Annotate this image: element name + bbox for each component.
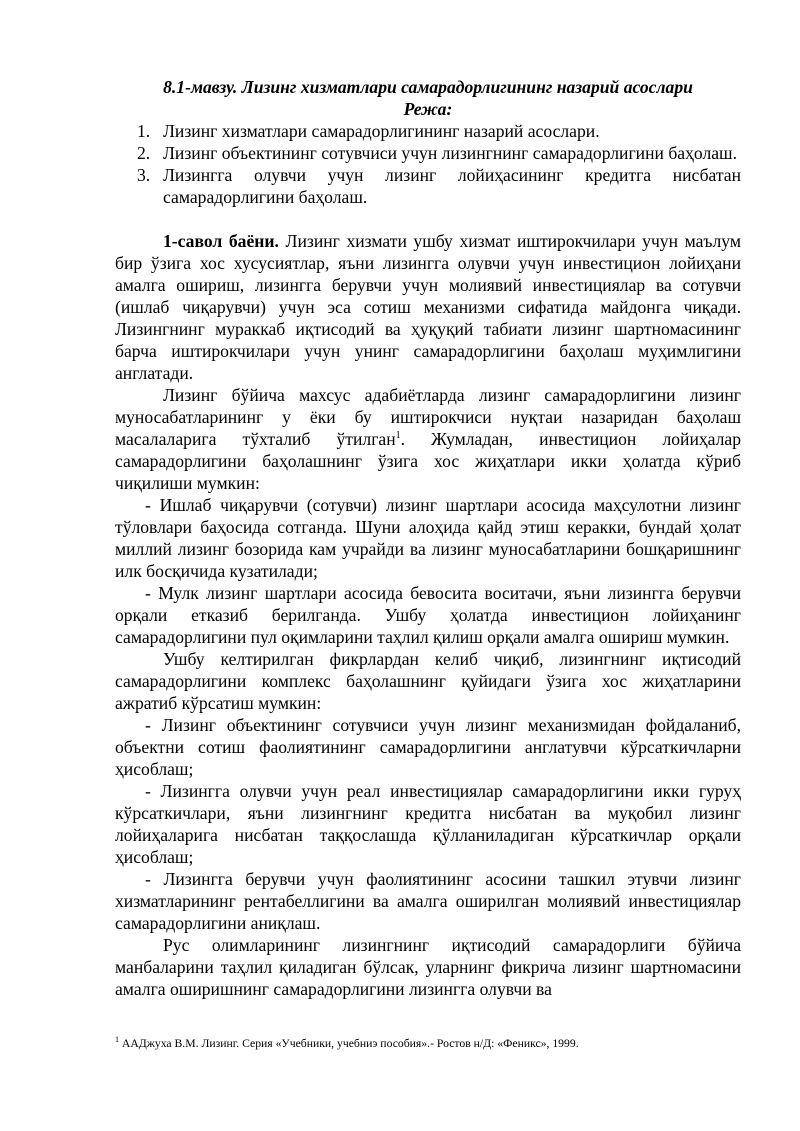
plan-heading: Режа: xyxy=(403,99,453,119)
plan-item xyxy=(115,120,741,142)
footnote xyxy=(115,1037,741,1051)
plan-item-number: 1. xyxy=(137,121,151,141)
plan-item-text: Лизинг объектининг сотувчиси учун лизингнинг самарадорлигини баҳолаш. xyxy=(163,143,737,163)
plan-item xyxy=(115,142,741,164)
section-label: 1-савол баёни. xyxy=(163,231,279,251)
paragraph: Ушбу келтирилган фикрлардан келиб чиқиб, лизингнинг иқтисодий самарадорлигини комплекс баҳолашнинг қуйидаги ўзига хос жиҳатларини ажратиб кўрсатиш мумкин: xyxy=(115,649,741,713)
plan-item-number: 3. xyxy=(137,165,151,185)
plan-item-text: Лизингга олувчи учун лизинг лойиҳасининг кредитга нисбатан самарадорлигини баҳолаш. xyxy=(163,165,741,207)
dash-item: - Лизинг объектининг сотувчиси учун лизинг механизмидан фойдаланиб, объектни сотиш фаолиятининг самарадорлигини англатувчи кўрсаткичларни ҳисоблаш; xyxy=(115,715,741,779)
paragraph: Рус олимларининг лизингнинг иқтисодий самарадорлиги бўйича манбаларини таҳлил қиладиган бўлсак, уларнинг фикрича лизинг шартномасини амалга оширишнинг самарадорлигини лизингга олувчи ва xyxy=(115,935,741,999)
topic-title: 8.1-мавзу. Лизинг хизматлари самарадорлигининг назарий асослари xyxy=(163,77,693,97)
plan-list xyxy=(115,120,741,208)
paragraph-text: Лизинг хизмати ушбу хизмат иштирокчилари учун маълум бир ўзига хос хусусиятлар, яъни лизингга олувчи учун инвестицион лойиҳани амалга ошириш, лизингга берувчи учун молиявий инвестициялар ва сотувчи (ишлаб чиқарувчи) учун эса сотиш механизми сифатида майдонга чиқади. Лизингнинг мураккаб иқтисодий ва ҳуқуқий табиати лизинг шартномасининг барча иштирокчилари учун унинг самарадорлигини баҳолаш муҳимлигини англатади. xyxy=(115,231,741,383)
paragraph xyxy=(115,230,741,384)
footnote-text: ААДжуха В.М. Лизинг. Серия «Учебники, учебниэ пособия».- Ростов н/Д: «Феникс», 1999. xyxy=(119,1037,579,1050)
dash-item: - Лизингга берувчи учун фаолиятининг асосини ташкил этувчи лизинг хизматларининг рентабеллигини ва амалга оширилган молиявий инвестициялар самарадорлигини аниқлаш. xyxy=(115,869,741,933)
paragraph-text: Лизинг бўйича махсус адабиётларда лизинг самарадорлигини лизинг муносабатларининг у ёки бу иштирокчиси нуқтаи назаридан баҳолаш масалаларига тўхталиб ўтилган xyxy=(115,385,741,449)
dash-item: - Лизингга олувчи учун реал инвестициялар самарадорлигини икки гуруҳ кўрсаткичлари, яъни лизингнинг кредитга нисбатан ва муқобил лизинг лойиҳаларига нисбатан таққослашда қўлланиладиган кўрсаткичлар орқали ҳисоблаш; xyxy=(115,781,741,867)
dash-item: - Мулк лизинг шартлари асосида бевосита воситачи, яъни лизингга берувчи орқали етказиб берилганда. Ушбу ҳолатда инвестицион лойиҳанинг самарадорлигини пул оқимларини таҳлил қилиш орқали амалга ошириш мумкин. xyxy=(115,583,741,647)
dash-item: - Ишлаб чиқарувчи (сотувчи) лизинг шартлари асосида маҳсулотни лизинг тўловлари баҳосида сотганда. Шуни алоҳида қайд этиш керакки, бундай ҳолат миллий лизинг бозорида кам учрайди ва лизинг муносабатларини бошқаришнинг илк босқичида кузатилади; xyxy=(115,495,741,581)
plan-item-number: 2. xyxy=(137,143,151,163)
plan-item xyxy=(115,164,741,208)
paragraph xyxy=(115,384,741,494)
paragraph-text: . Жумладан, инвестицион лойиҳалар самарадорлигини баҳолашнинг ўзига хос жиҳатлари икки ҳолатда кўриб чиқилиши мумкин: xyxy=(115,429,742,493)
footnote-reference: 1 xyxy=(395,430,401,442)
page-content xyxy=(115,76,741,1000)
spacer xyxy=(115,208,741,230)
footnote-marker: 1 xyxy=(115,1035,119,1045)
plan-item-text: Лизинг хизматлари самарадорлигининг назарий асослари. xyxy=(163,121,600,141)
